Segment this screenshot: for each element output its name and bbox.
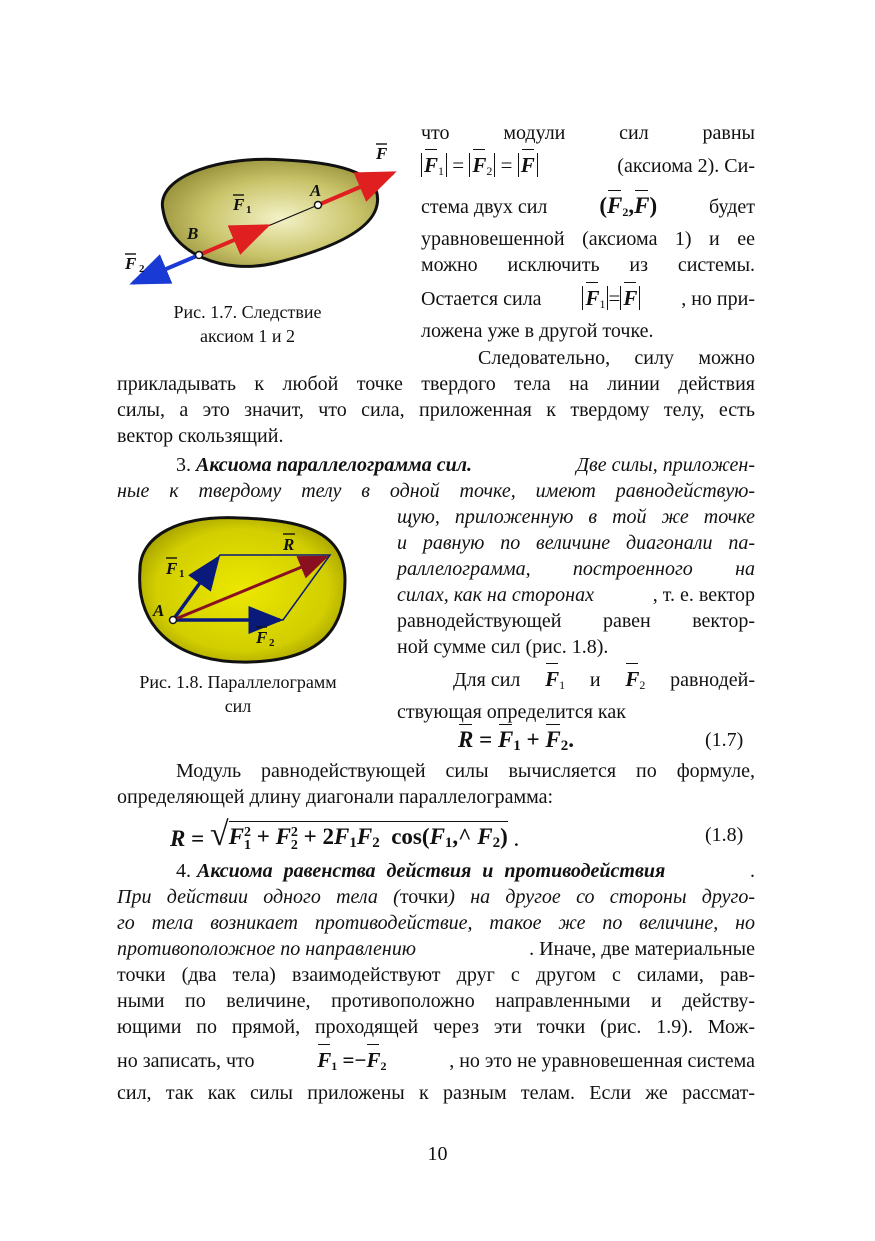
- point-a: [170, 617, 177, 624]
- figure-1-8: [120, 510, 360, 670]
- equation-1-7-number: (1.7): [705, 729, 744, 751]
- para-2-line-2: прикладывать к любой точке твердого тела на линии действия: [117, 373, 755, 395]
- axiom-3-line-5: раллелограмма, построенного на: [397, 558, 755, 580]
- equation-f1-minus-f2: $F_1 =-F_2$: [317, 1048, 387, 1073]
- axiom-3-line-1: 3. Аксиома параллелограмма сил. Две силы, приложен-: [176, 454, 755, 476]
- equation-1-8-number: (1.8): [705, 824, 744, 846]
- modulus-equation: $F_1 = F_2 = F$: [421, 152, 538, 184]
- para-2-line-3: силы, а это значит, что сила, приложенная к твердому телу, есть: [117, 399, 755, 421]
- axiom-4-line-2: При действии одного тела (точки) на другое со стороны друго-: [117, 886, 755, 908]
- axiom-4-line-1: 4. Аксиома равенства действия и противодействия .: [176, 860, 755, 882]
- para-2-line-1: Следовательно, силу можно: [478, 347, 755, 369]
- equation-1-8: R = √ F 2 1 + F 2 2 + $2F_1F_2$ $\cos(F_1,\^{}$ $F_2$) .: [170, 816, 520, 853]
- axiom-3-line-4: и равную по величине диагонали па-: [397, 532, 755, 554]
- fig7-caption: Рис. 1.7. Следствие аксиом 1 и 2: [173, 302, 322, 346]
- axiom-3-line-8: ной сумме сил (рис. 1.8).: [397, 636, 609, 658]
- svg-text:1: 1: [246, 204, 252, 216]
- para-1-line-1: что модули сил равны: [421, 122, 755, 144]
- label-b: B: [187, 224, 199, 243]
- label-f1: F: [233, 195, 245, 214]
- label-a: A: [153, 601, 165, 620]
- axiom-3-line-3: щую, приложенную в той же точке: [397, 506, 755, 528]
- point-b: [196, 252, 203, 259]
- axiom-3-line-6: силах, как на сторонах , т. е. вектор: [397, 584, 755, 606]
- axiom-4-line-8: но записать, что $F_1 =-F_2$ , но это не уравновешенная система: [117, 1047, 755, 1079]
- axiom-4-line-9: сил, так как силы приложены к разным телам. Если же рассмат-: [117, 1082, 755, 1104]
- axiom-4-line-5: точки (два тела) взаимодействуют друг с другом с силами, рав-: [117, 964, 755, 986]
- label-f2: F: [256, 628, 268, 647]
- para-3-line-2: ствующая определится как: [397, 701, 626, 723]
- fig8-caption: Рис. 1.8. Параллелограмм сил: [139, 672, 337, 716]
- para-1-line-4: уравновешенной (аксиома 1) и ее: [421, 228, 755, 250]
- axiom-4-title: Аксиома равенства действия и противодействия: [197, 860, 666, 882]
- para-4-line-2: определяющей длину диагонали параллелограмма:: [117, 786, 554, 808]
- svg-text:1: 1: [179, 568, 185, 580]
- point-a: [315, 202, 322, 209]
- svg-text:2: 2: [269, 637, 275, 649]
- para-2-line-4: вектор скользящий.: [117, 425, 284, 447]
- axiom-4-line-4: противоположное по направлению . Иначе, две материальные: [117, 938, 755, 960]
- axiom-3-line-7: равнодействующей равен вектор-: [397, 610, 755, 632]
- label-a: A: [310, 181, 322, 200]
- para-1-line-3: стема двух сил $(F_2,F)$ будет: [421, 193, 755, 225]
- para-1-line-7: ложена уже в другой точке.: [421, 320, 654, 342]
- equation-1-7: $R = F_1 + F_2$.: [458, 727, 574, 754]
- para-4-line-1: Модуль равнодействующей силы вычисляется по формуле,: [176, 760, 755, 782]
- para-3-line-1: Для сил $F_1$ и $F_2$ равнодей-: [453, 667, 755, 692]
- para-1-line-2: $F_1 = F_2 = F$ (аксиома 2). Си-: [421, 152, 755, 184]
- figure-1-7: [115, 135, 405, 295]
- svg-text:2: 2: [139, 263, 145, 275]
- label-f: F: [376, 144, 388, 163]
- label-f2: F: [125, 254, 137, 273]
- para-1-line-6: Остается сила $F_1 = F$ , но при-: [421, 286, 755, 311]
- axiom-3-line-2: ные к твердому телу в одной точке, имеют равнодействую-: [117, 480, 755, 502]
- rigid-body-shape: [162, 159, 377, 266]
- label-r: R: [283, 535, 295, 554]
- axiom-4-line-6: ными по величине, противоположно направленными и действу-: [117, 990, 755, 1012]
- para-1-line-5: можно исключить из системы.: [421, 254, 755, 276]
- axiom-4-line-3: го тела возникает противодействие, такое же по величине, но: [117, 912, 755, 934]
- label-f1: F: [166, 559, 178, 578]
- axiom-4-line-7: ющими по прямой, проходящей через эти точки (рис. 1.9). Мож-: [117, 1016, 755, 1038]
- page-number: 10: [427, 1143, 448, 1165]
- system-f2-f: $(F_2,F)$: [599, 193, 658, 219]
